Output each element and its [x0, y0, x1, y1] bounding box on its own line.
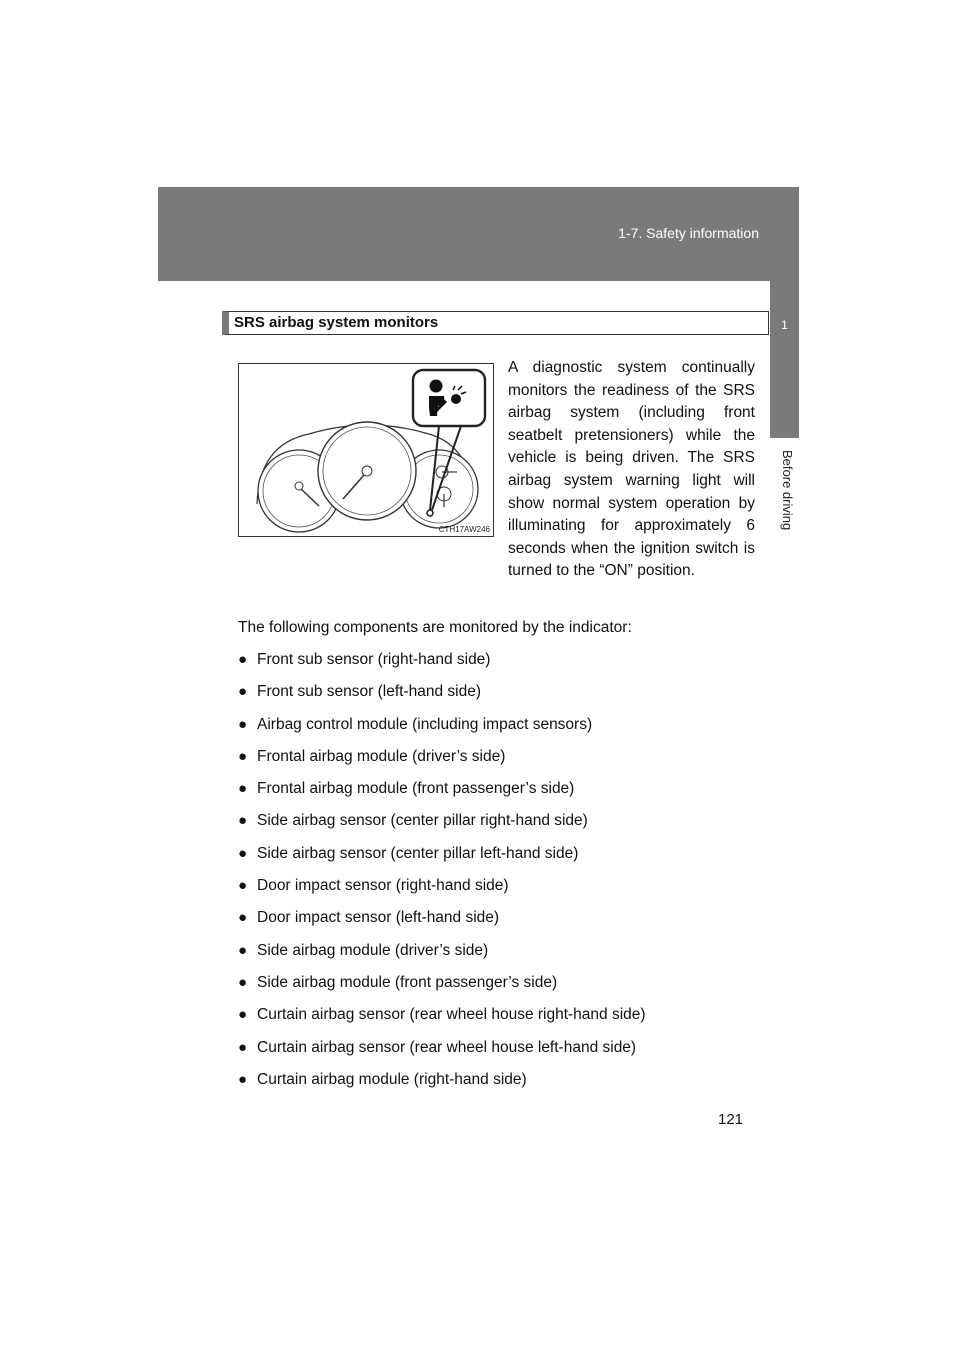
instrument-cluster-figure [238, 363, 494, 537]
list-item: ● Side airbag sensor (center pillar left-hand side) [238, 843, 646, 875]
header-band [158, 187, 799, 281]
bullet-icon: ● [238, 973, 248, 991]
list-item: ● Door impact sensor (right-hand side) [238, 875, 646, 907]
list-item: ● Side airbag module (front passenger’s side) [238, 972, 646, 1004]
component-list [238, 649, 646, 1101]
intro-paragraph: A diagnostic system continually monitors the readiness of the SRS airbag system (including front seatbelt pretensioners) while the vehicle is being driven. The SRS airbag system warning light will show normal system operation by illuminating for approximately 6 seconds when the ignition switch is turned to the “ON” position. [508, 359, 755, 580]
list-item: ● Front sub sensor (right-hand side) [238, 649, 646, 681]
bullet-icon: ● [238, 941, 248, 959]
list-item: ● Frontal airbag module (driver’s side) [238, 746, 646, 778]
list-item: ● Front sub sensor (left-hand side) [238, 681, 646, 713]
list-item: ● Curtain airbag module (right-hand side) [238, 1069, 646, 1101]
list-lead: The following components are monitored by the indicator: [238, 619, 632, 636]
bullet-icon: ● [238, 877, 248, 895]
page-number: 121 [718, 1111, 744, 1128]
list-item: ● Curtain airbag sensor (rear wheel house left-hand side) [238, 1037, 646, 1069]
chapter-label: Before driving [780, 450, 795, 531]
list-item: ● Side airbag module (driver’s side) [238, 940, 646, 972]
list-item: ● Curtain airbag sensor (rear wheel house right-hand side) [238, 1004, 646, 1036]
chapter-tab [770, 281, 799, 438]
bullet-icon: ● [238, 747, 248, 765]
bullet-icon: ● [238, 1006, 248, 1024]
bullet-icon: ● [238, 1038, 248, 1056]
bullet-icon: ● [238, 780, 248, 798]
instrument-cluster-illustration [239, 364, 493, 536]
list-item: ● Frontal airbag module (front passenger’s side) [238, 778, 646, 810]
bullet-icon: ● [238, 812, 248, 830]
bullet-icon: ● [238, 909, 248, 927]
list-item: ● Side airbag sensor (center pillar right-hand side) [238, 810, 646, 842]
bullet-icon: ● [238, 844, 248, 862]
bullet-icon: ● [238, 1070, 248, 1088]
bullet-icon: ● [238, 715, 248, 733]
chapter-number: 1 [781, 318, 788, 332]
page-title: SRS airbag system monitors [222, 311, 769, 335]
bullet-icon: ● [238, 651, 248, 668]
list-item: ● Airbag control module (including impact sensors) [238, 714, 646, 746]
figure-code: CTH17AW246 [438, 525, 490, 534]
list-item: ● Door impact sensor (left-hand side) [238, 907, 646, 939]
bullet-icon: ● [238, 683, 248, 701]
section-title: 1-7. Safety information [618, 225, 759, 241]
